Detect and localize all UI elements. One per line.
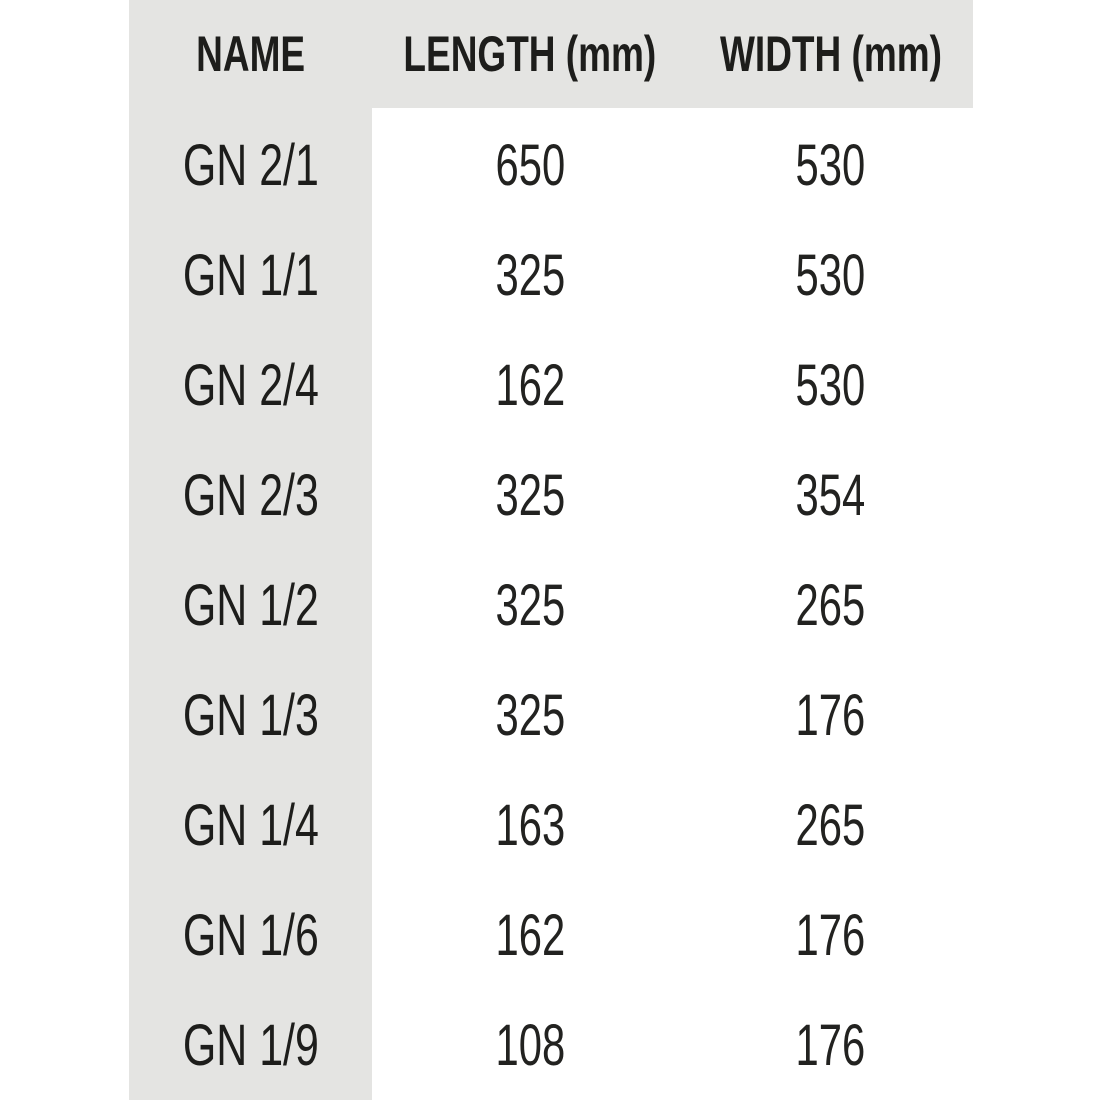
row-length-cell: 162	[495, 352, 565, 418]
row-width-cell: 530	[795, 242, 866, 308]
row-width-cell: 530	[795, 132, 866, 198]
row-length-cell: 162	[495, 902, 565, 968]
row-length-cell: 325	[495, 682, 565, 748]
row-length-cell: 325	[495, 572, 565, 638]
row-length-cell: 650	[495, 132, 565, 198]
row-name-cell: GN 1/1	[182, 242, 319, 308]
row-width-cell: 265	[795, 572, 866, 638]
header-length-label: LENGTH (mm)	[403, 26, 657, 82]
row-length-cell: 108	[495, 1012, 565, 1078]
row-name-cell: GN 1/9	[182, 1012, 319, 1078]
row-name-cell: GN 1/2	[182, 572, 319, 638]
row-width-cell: 176	[795, 902, 866, 968]
row-name-cell: GN 1/4	[182, 792, 319, 858]
row-name-cell: GN 2/3	[182, 462, 319, 528]
row-length-cell: 325	[495, 462, 565, 528]
row-width-cell: 354	[795, 462, 866, 528]
row-width-cell: 176	[795, 1012, 866, 1078]
row-name-cell: GN 1/3	[182, 682, 319, 748]
row-name-cell: GN 2/4	[182, 352, 319, 418]
row-width-cell: 176	[795, 682, 866, 748]
header-name-label: NAME	[196, 26, 305, 82]
header-name	[129, 0, 372, 108]
row-name-cell: GN 2/1	[182, 132, 319, 198]
row-length-cell: 163	[495, 792, 565, 858]
row-width-cell: 265	[795, 792, 866, 858]
row-width-cell: 530	[795, 352, 866, 418]
header-width-label: WIDTH (mm)	[719, 26, 942, 82]
row-length-cell: 325	[495, 242, 565, 308]
row-name-cell: GN 1/6	[182, 902, 319, 968]
header-length	[372, 0, 688, 108]
header-width	[688, 0, 973, 108]
spec-table	[129, 0, 973, 1100]
